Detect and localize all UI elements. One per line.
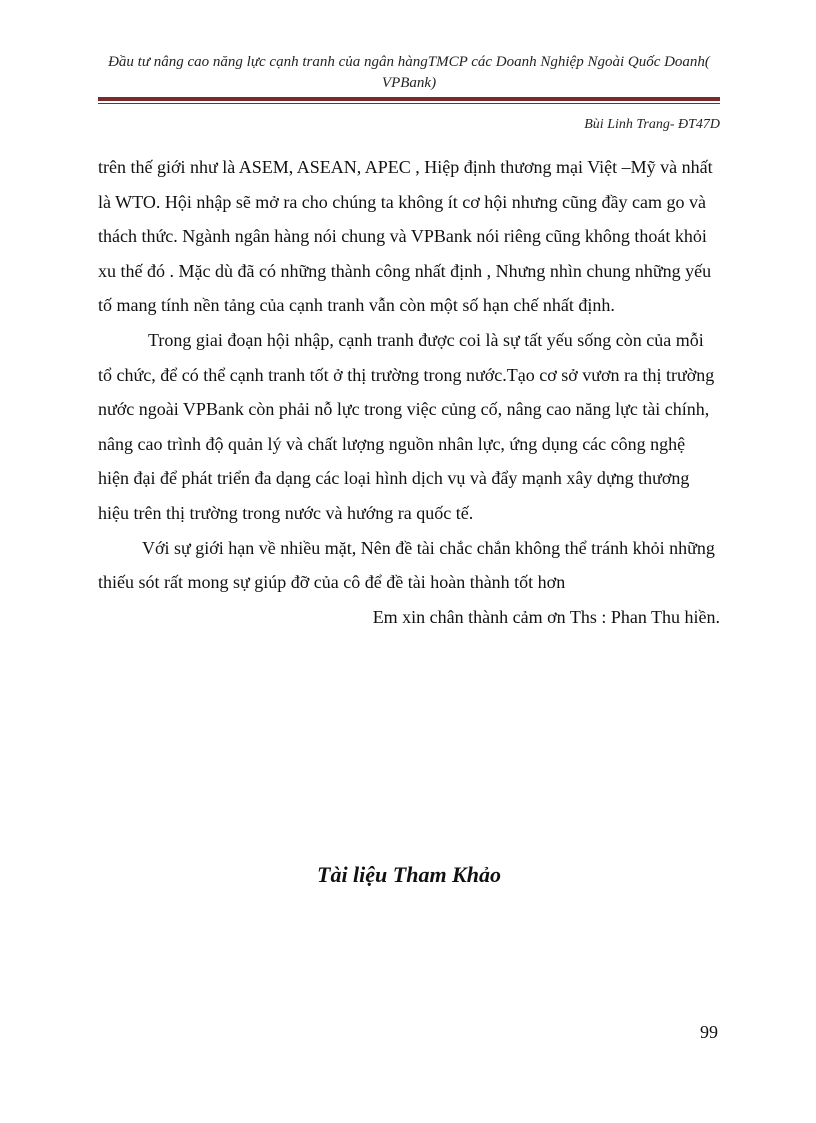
- references-heading: Tài liệu Tham Khảo: [317, 862, 501, 887]
- page-number: 99: [700, 1022, 718, 1042]
- author-line: Bùi Linh Trang- ĐT47D: [584, 117, 720, 132]
- paragraph-limitations: Với sự giới hạn về nhiều mặt, Nên đề tài chắc chắn không thể tránh khỏi những thiếu sót rất mong sự giúp đỡ của cô để đề tài hoàn thành tốt hơn: [98, 537, 715, 593]
- header-divider-thin: [98, 103, 720, 104]
- body-text: [98, 150, 720, 634]
- paragraph-competition: Trong giai đoạn hội nhập, cạnh tranh được coi là sự tất yếu sống còn của mỗi tổ chức, để có thể cạnh tranh tốt ở thị trường trong nước.Tạo cơ sở vươn ra thị trường nước ngoài VPBank còn phải nỗ lực trong việc củng cố, nâng cao năng lực tài chính, nâng cao trình độ quản lý và chất lượng nguồn nhân lực, ứng dụng các công nghệ hiện đại để phát triển đa dạng các loại hình dịch vụ và đẩy mạnh xây dựng thương hiệu trên thị trường trong nước và hướng ra quốc tế.: [98, 329, 715, 523]
- document-header-title: Đầu tư nâng cao năng lực cạnh tranh của ngân hàngTMCP các Doanh Nghiệp Ngoài Quốc Doanh( VPBank): [108, 54, 710, 91]
- thanks-line: Em xin chân thành cảm ơn Ths : Phan Thu hiền.: [372, 606, 720, 627]
- paragraph-integration: trên thế giới như là ASEM, ASEAN, APEC , Hiệp định thương mại Việt –Mỹ và nhất là WTO. Hội nhập sẽ mở ra cho chúng ta không ít cơ hội nhưng cũng đầy cam go và thách thức. Ngành ngân hàng nói chung và VPBank nói riêng cũng không thoát khỏi xu thế đó . Mặc dù đã có những thành công nhất định , Nhưng nhìn chung những yếu tố mang tính nền tảng của cạnh tranh vẫn còn một số hạn chế nhất định.: [98, 157, 713, 316]
- header-divider-thick: [98, 97, 720, 101]
